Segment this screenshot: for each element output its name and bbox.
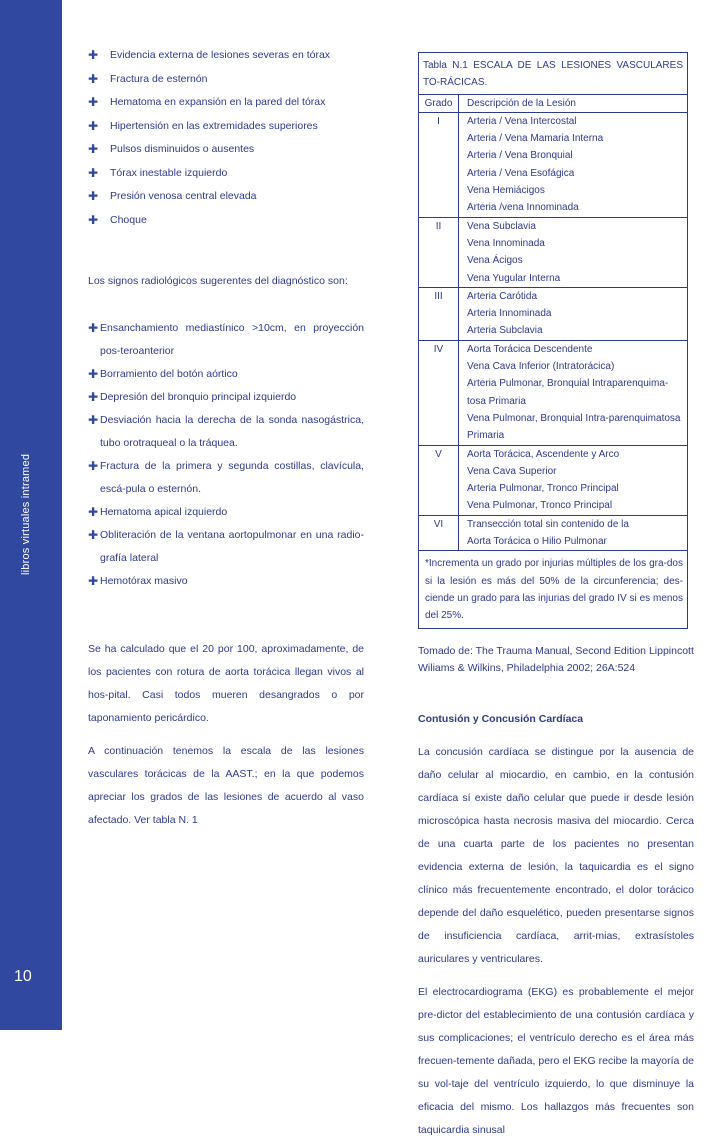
table-source: Tomado de: The Trauma Manual, Second Edition Lippincott Wiliams & Wilkins, Philadelphia 2002; 26A:524: [418, 644, 694, 674]
cross-bullet-icon: ✚: [88, 189, 99, 203]
grade-cell: V: [419, 446, 459, 515]
cross-bullet-icon: ✚: [88, 367, 99, 381]
vessel-item: Aorta Torácica, Ascendente y Arco: [467, 448, 620, 460]
vessel-item: Arteria Carótida: [467, 290, 538, 302]
cross-bullet-icon: ✚: [88, 574, 99, 588]
table-title: Tabla N.1 ESCALA DE LAS LESIONES VASCULARES TO-RÁCICAS.: [419, 53, 687, 95]
list-item: ✚ Presión venosa central elevada: [88, 185, 364, 208]
vascular-injury-table: [418, 52, 688, 629]
paragraph-contusion: La concusión cardíaca se distingue por la ausencia de daño celular al miocardio, en cambio, en la contusión cardíaca sí existe daño celular que puede ir desde lesión microscópica hasta necrosis masiva del miocardio. Cerca de una cuarta parte de los pacientes no presentan evidencia externa de lesión, la taquicardia es el signo clínico más frecuentemente encontrado, el dolor torácico depende del daño esquelético, pueden presentarse signos de insuficiencia cardíaca, arrit-mias, extrasístoles auriculares y ventriculares.: [418, 745, 694, 965]
paragraph-table-intro: A continuación tenemos la escala de las lesiones vasculares torácicas de la AAST.; en la que podemos apreciar los grados de las lesiones de acuerdo al vaso afectado. Ver tabla N. 1: [88, 745, 364, 826]
paragraph-survival: Se ha calculado que el 20 por 100, aproximadamente, de los pacientes con rotura de aorta torácica llegan vivos al hos-pital. Casi todos mueren desangrados o por taponamiento pericárdico.: [88, 643, 364, 724]
cross-bullet-icon: ✚: [88, 95, 99, 109]
clinical-signs-list: [88, 44, 364, 232]
table-note: *Incrementa un grado por injurias múltiples de los gra-dos si la lesión es más del 50% de la circunferencia; des-ciende un grado para las injurias del grado IV si es menos del 25%.: [425, 558, 683, 622]
vessel-item: Aorta Torácica Descendente: [467, 343, 593, 355]
description-cell: [459, 341, 687, 445]
table-row: [419, 218, 687, 288]
table-row: [419, 516, 687, 552]
cross-bullet-icon: ✚: [88, 505, 99, 519]
vessel-item: Vena Innominada: [467, 237, 545, 249]
cross-bullet-icon: ✚: [88, 71, 99, 86]
vessel-item: Arteria /vena Innominada: [467, 202, 579, 214]
table-row: [419, 288, 687, 341]
vessel-item: Arteria Innominada: [467, 308, 552, 320]
vessel-item: Transección total sin contenido de la: [467, 518, 629, 530]
cross-bullet-icon: ✚: [88, 212, 99, 227]
radio-signs-list: [88, 317, 364, 593]
left-column: [88, 44, 364, 832]
cross-bullet-icon: ✚: [88, 459, 99, 473]
cross-bullet-icon: ✚: [88, 413, 99, 427]
table-row: [419, 113, 687, 218]
vessel-item: Arteria Pulmonar, Bronquial Intraparenquima-tosa Primaria: [467, 378, 669, 407]
vessel-item: Vena Cava Superior: [467, 465, 557, 477]
cross-bullet-icon: ✚: [88, 142, 99, 156]
list-item: ✚ Tórax inestable izquierdo: [88, 162, 364, 185]
vessel-item: Arteria / Vena Intercostal: [467, 115, 577, 127]
vessel-item: Arteria / Vena Mamaria Interna: [467, 133, 604, 145]
list-item: ✚ Desviación hacia la derecha de la sonda nasogástrica, tubo orotraqueal o la tráquea.: [88, 409, 364, 455]
list-item: ✚ Hematoma apical izquierdo: [88, 501, 364, 524]
list-item: ✚ Evidencia externa de lesiones severas en tórax: [88, 44, 364, 67]
table-row: [419, 446, 687, 516]
vessel-item: Arteria / Vena Bronquial: [467, 150, 573, 162]
cross-bullet-icon: ✚: [88, 165, 99, 180]
radio-intro: Los signos radiológicos sugerentes del diagnóstico son:: [88, 275, 348, 287]
list-item: ✚ Hemotórax masivo: [88, 570, 364, 593]
table-header: [419, 95, 687, 113]
grade-cell: IV: [419, 341, 459, 445]
cross-bullet-icon: ✚: [88, 48, 99, 62]
side-label: libros virtuales intramed: [20, 453, 32, 575]
list-item: ✚ Hematoma en expansión en la pared del tórax: [88, 91, 364, 114]
description-cell: [459, 113, 687, 217]
vessel-item: Arteria / Vena Esofágica: [467, 167, 575, 179]
list-item: ✚ Hipertensión en las extremidades superiores: [88, 115, 364, 138]
cross-bullet-icon: ✚: [88, 528, 99, 542]
vessel-item: Vena Yugular Interna: [467, 272, 561, 284]
vessel-item: Vena Ácigos: [467, 255, 523, 267]
list-item: ✚ Ensanchamiento mediastínico >10cm, en proyección pos-teroanterior: [88, 317, 364, 363]
vessel-item: Vena Pulmonar, Bronquial Intra-parenquimatosa Primaria: [467, 412, 681, 442]
grade-cell: I: [419, 113, 459, 217]
vessel-item: Vena Hemiácigos: [467, 185, 545, 197]
list-item: ✚ Pulsos disminuidos o ausentes: [88, 138, 364, 161]
description-cell: [459, 288, 687, 340]
vessel-item: Vena Subclavia: [467, 220, 536, 232]
description-cell: [459, 218, 687, 287]
list-item: ✚ Borramiento del botón aórtico: [88, 363, 364, 386]
list-item: ✚ Choque: [88, 209, 364, 232]
cross-bullet-icon: ✚: [88, 321, 99, 335]
grade-cell: VI: [419, 516, 459, 551]
vessel-item: Arteria Pulmonar, Tronco Principal: [467, 483, 619, 495]
page-number: 10: [14, 968, 32, 985]
description-cell: [459, 516, 687, 551]
list-item: ✚ Obliteración de la ventana aortopulmonar en una radio-grafía lateral: [88, 524, 364, 570]
list-item: ✚ Fractura de esternón: [88, 68, 364, 91]
section-title: Contusión y Concusión Cardíaca: [418, 712, 584, 725]
table-row: [419, 341, 687, 446]
cross-bullet-icon: ✚: [88, 390, 99, 404]
column-header-grade: Grado: [419, 95, 459, 112]
table-body: [419, 113, 687, 551]
grade-cell: II: [419, 218, 459, 287]
description-cell: [459, 446, 687, 515]
paragraph-ekg: El electrocardiograma (EKG) es probablemente el mejor pre-dictor del establecimiento de una contusión cardíaca y sus complicaciones; el ventrículo derecho es el área más frecuen-temente dañada, pero el EKG recibe la mayoría de su vol-taje del ventrículo izquierdo, lo que disminuye la eficacia del mismo. Los hallazgos más frecuentes son taquicardia sinusal: [418, 985, 694, 1136]
vessel-item: Vena Pulmonar, Tronco Principal: [467, 500, 613, 512]
vessel-item: Aorta Torácica o Hilio Pulmonar: [467, 536, 607, 548]
right-column: [418, 52, 694, 1142]
cross-bullet-icon: ✚: [88, 118, 99, 133]
column-header-description: Descripción de la Lesión: [467, 97, 576, 109]
list-item: ✚ Fractura de la primera y segunda costillas, clavícula, escá-pula o esternón.: [88, 455, 364, 501]
vessel-item: Vena Cava Inferior (Intratorácica): [467, 361, 615, 373]
vessel-item: Arteria Subclavia: [467, 325, 543, 337]
list-item: ✚ Depresión del bronquio principal izquierdo: [88, 386, 364, 409]
grade-cell: III: [419, 288, 459, 340]
